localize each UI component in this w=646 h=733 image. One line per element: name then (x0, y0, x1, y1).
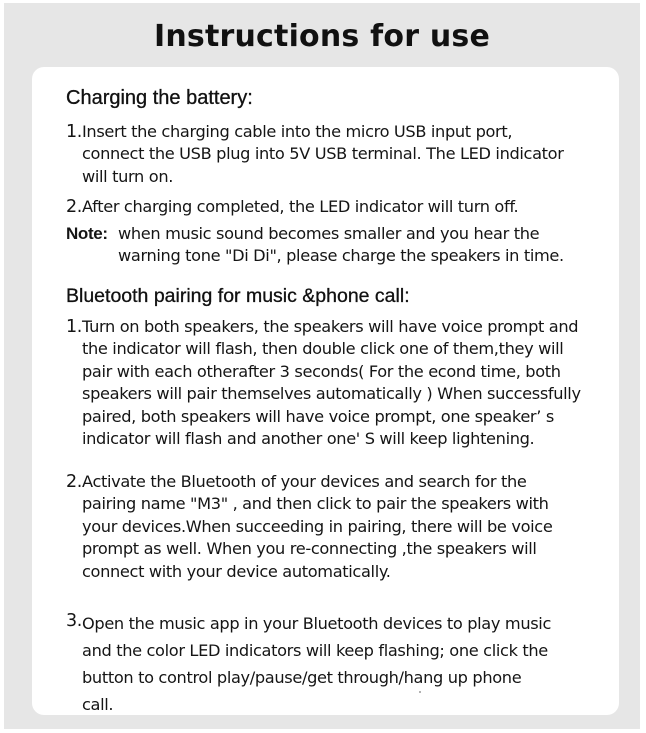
step-line: Insert the charging cable into the micro USB input port, (82, 122, 513, 141)
step-line: call. (82, 695, 114, 714)
step-line: connect with your device automatically. (82, 561, 391, 581)
step-number: 2. (66, 472, 82, 492)
step-line: and the color LED indicators will keep flashing; one click the (82, 641, 548, 660)
page-title: Instructions for use (153, 19, 490, 54)
step-line: pairing name "M3" , and then click to pair the speakers with (82, 494, 549, 514)
pairing-heading: Bluetooth pairing for music &phone call: (66, 285, 410, 307)
step-text (82, 196, 518, 218)
step-line: connect the USB plug into 5V USB terminal. The LED indicator (82, 144, 564, 164)
note-text (118, 223, 564, 268)
step-line: will turn on. (82, 166, 174, 186)
instructions-card (32, 67, 619, 715)
note-line: warning tone "Di Di", please charge the speakers in time. (118, 246, 564, 266)
step-line: paired, both speakers will have voice prompt, one speaker’ s (82, 406, 554, 426)
step-line: your devices.When succeeding in pairing, there will be voice (82, 516, 553, 536)
step-number: 1. (66, 122, 82, 142)
step-text (82, 471, 552, 583)
step-line: speakers will pair themselves automatically ) When successfully (82, 384, 581, 404)
step-line: After charging completed, the LED indicator will turn off. (82, 197, 519, 216)
step-text (82, 121, 564, 188)
step-text (82, 316, 581, 450)
step-line: Turn on both speakers, the speakers will have voice prompt and (82, 317, 579, 336)
note-line: when music sound becomes smaller and you hear the (118, 224, 540, 243)
step-line: pair with each otherafter 3 seconds( For the econd time, both (82, 361, 561, 381)
charging-heading: Charging the battery: (66, 87, 253, 109)
step-number: 2. (66, 197, 82, 217)
step-number: 1. (66, 317, 82, 337)
step-line: prompt as well. When you re-connecting ,the speakers will (82, 539, 537, 559)
instruction-sheet (4, 3, 640, 729)
step-number: 3. (66, 611, 82, 631)
print-speck (419, 691, 421, 693)
step-line: the indicator will flash, then double click one of them,they will (82, 339, 564, 359)
step-text (82, 610, 551, 718)
step-line: indicator will flash and another one' S will keep lightening. (82, 429, 535, 449)
note-label: Note: (66, 224, 108, 243)
step-line: button to control play/pause/get through/hang up phone (82, 668, 522, 687)
step-line: Activate the Bluetooth of your devices and search for the (82, 472, 527, 491)
step-line: Open the music app in your Bluetooth devices to play music (82, 614, 552, 633)
